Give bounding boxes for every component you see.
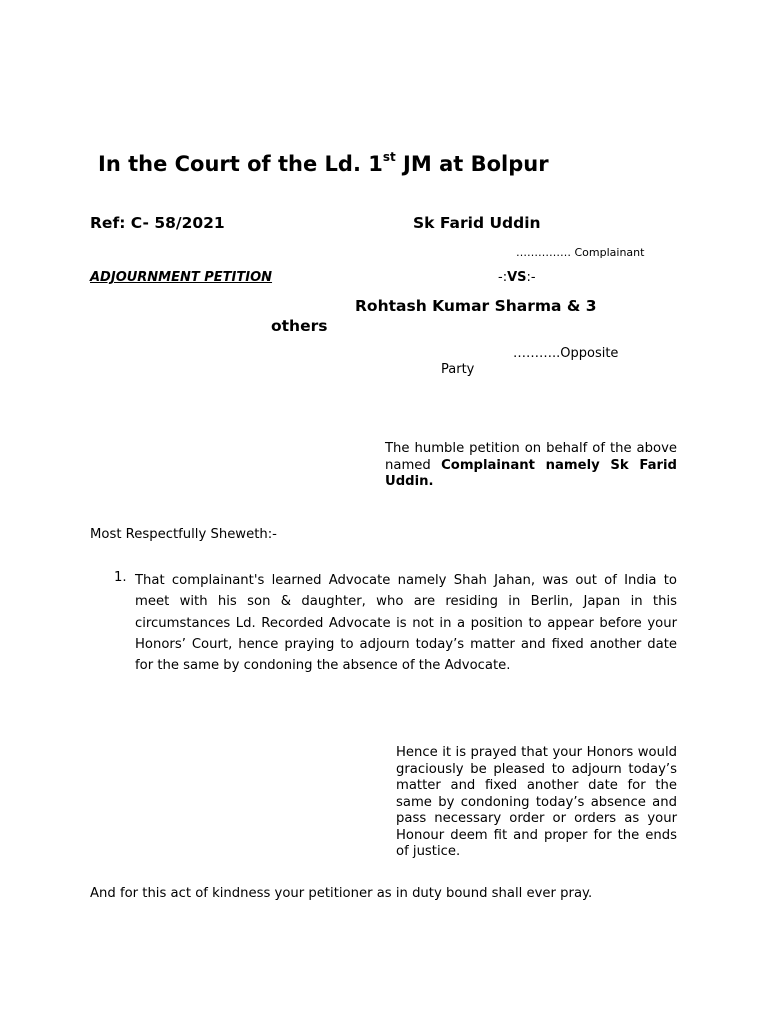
sheweth-heading: Most Respectfully Sheweth:- bbox=[90, 527, 277, 542]
paragraph-body: That complainant's learned Advocate namely Shah Jahan, was out of India to meet with his son & daughter, who are residing in Berlin, Japan in this circumstances Ld. Recorded Advocate is not in a position to appear before your Honors’ Court, hence praying to adjourn today’s matter and fixed another date for the same by condoning the absence of the Advocate. bbox=[135, 573, 677, 674]
versus-marker bbox=[498, 270, 536, 285]
court-title bbox=[98, 150, 549, 176]
closing-line: And for this act of kindness your petitioner as in duty bound shall ever pray. bbox=[90, 886, 593, 901]
court-title-superscript: st bbox=[382, 150, 396, 164]
petition-title: ADJOURNMENT PETITION bbox=[90, 270, 273, 285]
case-reference: Ref: C- 58/2021 bbox=[90, 214, 225, 232]
versus-text: VS bbox=[507, 270, 527, 285]
paragraph-number: 1. bbox=[114, 570, 127, 585]
opposite-party-label: ………..Opposite bbox=[513, 346, 619, 361]
opposite-party-name-continued: others bbox=[271, 317, 328, 335]
humble-petition-block bbox=[385, 441, 677, 491]
humble-petition-text: The humble petition on behalf of the above named bbox=[385, 441, 677, 473]
prayer-block: Hence it is prayed that your Honors would graciously be pleased to adjourn today’s matter and fixed another date for the same by condoning today’s absence and pass necessary order or orders as your Honour deem fit and proper for the ends of justice. bbox=[396, 745, 677, 859]
humble-petition-complainant: Complainant namely Sk Farid Uddin. bbox=[385, 457, 677, 490]
opposite-party-name: Rohtash Kumar Sharma & 3 bbox=[355, 297, 597, 315]
court-title-text: In the Court of the Ld. 1 bbox=[98, 152, 383, 176]
versus-prefix: -: bbox=[498, 270, 508, 285]
versus-suffix: :- bbox=[526, 270, 536, 285]
complainant-name: Sk Farid Uddin bbox=[413, 214, 541, 232]
complainant-label: …………… Complainant bbox=[516, 246, 645, 259]
opposite-party-label-continued: Party bbox=[441, 362, 475, 377]
court-title-text-end: JM at Bolpur bbox=[395, 152, 549, 176]
